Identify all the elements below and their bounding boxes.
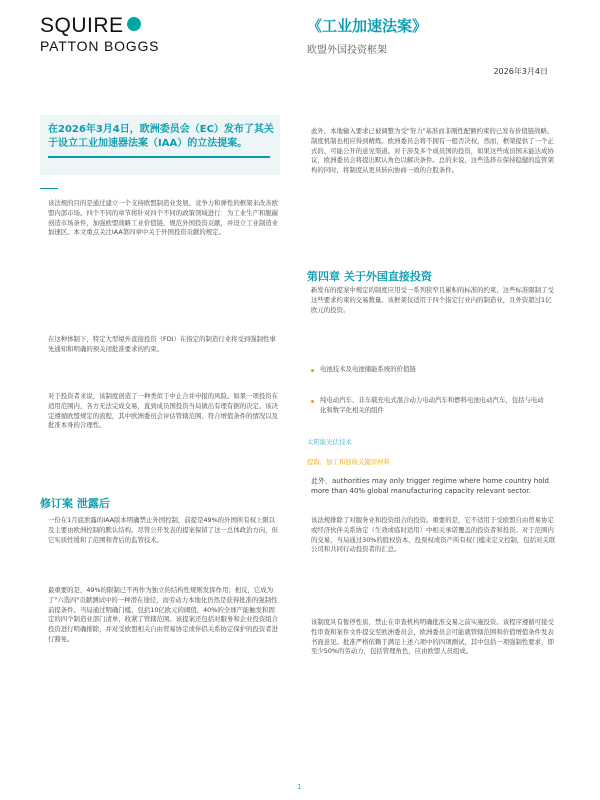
document-date: 2026年3月4日 [493, 67, 548, 76]
highlight-solar: 太阳能光伏技术 [307, 438, 352, 446]
bullet-item-2: 纯电动汽车、非车载充电式混合动力电动汽车和燃料电池电动汽车，包括与电动化和数字化相关的组件 [320, 396, 544, 414]
page-number: 1 [297, 783, 302, 791]
intro-paragraph: 该法规的目的是通过建立一个支持欧盟制造业发展、竞争力和弹性的框架来改善欧盟内部市场。四个不同的章节将针对四个不同的政策领域进行：为工业生产和脱碳创造市场条件，加强欧盟战略工业价值链，规范外国投资贡献，并设立工业制造业加速区。本文重点关注IAA第四章中关于外国投资贡献的规定。 [48, 199, 279, 237]
bullet-item-1: 电池技术及电池储能系统的价值链 [320, 365, 416, 373]
logo-line2: PATTON BOGGS [40, 38, 160, 54]
divider [40, 188, 58, 189]
document-title: 《工业加速法案》 [307, 17, 428, 35]
intro-box-text: 在2026年3月4日，欧洲委员会（EC）发布了其关于设立工业加速器法案（IAA）的立法提案。 [48, 124, 274, 149]
left-paragraph-2: 对于投资者来说，该制度创造了一种类似于中止合并申报的风险。如果一项投资在适用范围内，各方无法完成交易，直到成员国投资当局做出有理有据的决定。该决定遵循欧盟规定的流程，其中欧洲委员会评估管辖范围、符合增值条件的情况以及批准本身的合理性。 [48, 392, 279, 430]
right-paragraph-2: 新发布的提案中规定的制度应用受一系列狭窄且累积的标准的约束，这些标准限制了受这些要求约束的交易数量。该框架仅适用于四个指定行业内的制造业，且外资超过1亿欧元的投资。 [311, 286, 554, 314]
logo-mark-icon [127, 17, 141, 31]
intro-underline [48, 156, 270, 158]
right-paragraph-3: 此外，authorities may only trigger regime where home country hold more than 40% global manufacturing capacity relevant sector. [311, 477, 549, 495]
left-paragraph-4: 最重要的是，49%的限制已不再作为独立的结构性规则发挥作用；相反，它成为了"六选四"贡献测试中的一种潜在途径，而劳动力本地化仍然是获得批准的强制性前提条件。当局通过明确门槛，包括10亿欧元的阈值，40%的全球产能触发和固定的四个制造业部门清单，收紧了管辖范围。该提案还包括对服务和企业投资组合投资进行明确排除，并对受欧盟相关自由贸易协定或伴侣关系协定保护的投资者进行豁免。 [48, 586, 279, 643]
document-subtitle: 欧盟外国投资框架 [307, 45, 387, 56]
right-paragraph-1: 此外，本地输入要求已被调整为受"努力"基准而非刚性配额约束的已发布价值链战略。制度机制也相应得到精炼。欧洲委员会将不拥有一般否决权，然而，框架提供了一个正式的、可能公开的意见渠道。对于涉及多个成员国的投资，如果这些成员国未能达成协议，欧洲委员会将提出默认角色以解决条件。总的来说，这些选择在保持稳健的监管架构的同时，将制度从更具转向协商一致的合股条件。 [311, 127, 554, 175]
highlight-raw-materials: 提取、加工和回收关键原材料 [307, 458, 391, 466]
left-paragraph-1: 在这种体制下，特定大型境外直接投资（FDI）在指定的制造行业将受到强制性事先通知和明确的预关闭批准要求的约束。 [48, 335, 276, 353]
section-heading-amendment: 修订案 泄露后 [40, 497, 110, 510]
section-heading-fdi: 第四章 关于外国直接投资 [307, 270, 432, 283]
right-paragraph-5: 该制度具有暂停性质，禁止在审查机构明确批准交易之前实施投资。该程序遵循可接受性审查和案件文件提交至欧洲委员会，欧洲委员会可能就管辖范围和价值增值条件发表书面意见。批准严格依赖于满足上述六项中的四项测试，其中包括一项强制性要求，即至少50%的劳动力，包括管理角色，应由欧盟人员组成。 [311, 618, 554, 656]
logo-wordmark [40, 14, 141, 38]
bullet-icon [311, 400, 314, 403]
bullet-icon [311, 369, 314, 372]
left-paragraph-3: 一份在1月底泄露的IAA版本明确禁止外国控制，前提是49%的外国所有权上限以及主要由欧洲控制的默认结构。尽管公开发表的提案保留了这一总体政治方向，但它实质性缓和了范围和背后的监管技术。 [48, 516, 279, 544]
right-paragraph-4: 该法规排除了对服务业和投资组合的投资。重要的是，它不适用于受欧盟自由贸易协定或经济伙伴关系协定（生效或临时适用）中相关承诺覆盖的投资者和投资。对于范围内的交易，当局通过30%的股权资本、投票权或资产所有权门槛来定义控制，包括对关联公司和共同行动投资者的汇总。 [311, 516, 556, 554]
logo-line1: SQUIRE [40, 14, 124, 37]
